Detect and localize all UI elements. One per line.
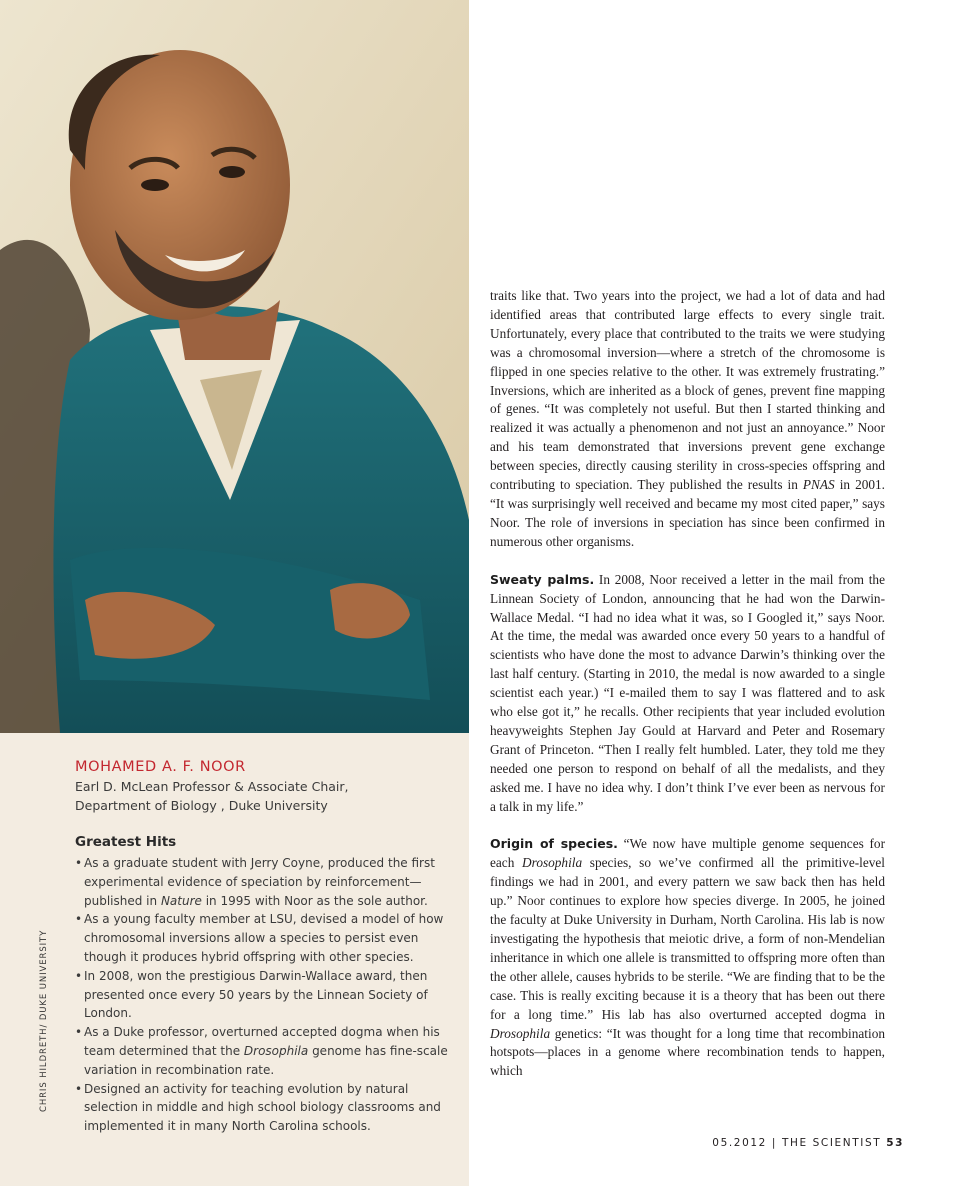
greatest-hits-list — [75, 854, 455, 1136]
portrait-photo — [0, 0, 469, 733]
page-number: 53 — [886, 1137, 904, 1149]
article-paragraph: traits like that. Two years into the project, we had a lot of data and had identified areas that contributed large effects to every single trait. Unfortunately, every place that contributed to the traits we were studying was a chromosomal inversion—where a stretch of the chromosome is flipped in one species relative to the other. It was extremely frustrating.” Inversions, which are inherited as a block of genes, prevent fine mapping of genes. “It was completely not useful. But then I started thinking and realized it was actually a phenomenon and not just an annoyance.” Noor and his team demonstrated that inversions prevent gene exchange between species, directly causing sterility in cross-species offspring and contributing to speciation. They published the results in PNAS in 2001. “It was surprisingly well received and became my most cited paper,” says Noor. The role of inversions in speciation has since been confirmed in numerous other organisms. — [490, 288, 885, 549]
subhead-sweaty-palms: Sweaty palms. — [490, 571, 595, 587]
subhead-origin-of-species: Origin of species. — [490, 836, 618, 852]
profile-title: Earl D. McLean Professor & Associate Chair, — [75, 779, 349, 794]
paragraph-text: “We now have multiple genome sequences for each Drosophila species, so we’ve confirmed all the primitive-level findings we had in 2001, and every pattern we saw back then has held up.” Noor continues to explore how species diverge. In 2005, he joined the faculty at Duke University in Durham, North Carolina. His lab is now investigating the hypothesis that meiotic drive, a form of non-Mendelian inheritance in which one allele is transmitted to offspring more often than the other allele, causes hybrids to be sterile. “We are finding that to be the case. This is really exciting because it is a theory that has been out there for a long time.” His lab has also overturned accepted dogma in Drosophila genetics: “It was thought for a long time that recombination hotspots—places in a genome where recombination tends to happen, which — [490, 836, 885, 1079]
page-footer — [712, 1137, 904, 1149]
greatest-hits-panel — [75, 757, 455, 1136]
profile-department: Department of Biology , Duke University — [75, 798, 328, 813]
greatest-hit-item: • In 2008, won the prestigious Darwin-Wallace award, then presented once every 50 years by the Linnean Society of London. — [75, 968, 428, 1021]
greatest-hit-item: • As a Duke professor, overturned accepted dogma when his team determined that the Drosophila genome has fine-scale variation in recombination rate. — [75, 1025, 448, 1077]
greatest-hit-item: • As a young faculty member at LSU, devised a model of how chromosomal inversions allow a species to persist even though it produces hybrid offspring with other species. — [75, 912, 444, 964]
paragraph-text: In 2008, Noor received a letter in the mail from the Linnean Society of London, announcing that he had won the Darwin-Wallace Medal. “I had no idea what it was, so I Googled it,” says Noor. At the time, the medal was awarded once every 50 years to a handful of scientists who have done the most to advance Darwin’s thinking over the last half century. (Starting in 2010, the medal is now awarded to a single scientist each year.) “I e-mailed them to say I was flattered and to ask who else got it,” he recalls. Other recipients that year included evolution heavyweights Stephen Jay Gould at Harvard and Peter and Rosemary Grant of Princeton. “Then I really felt humbled. Later, they told me they needed one person to respond on behalf of all the medalists, and they asked me. I have no idea why. I don’t think I’ve ever been as nervous for a talk in my life.” — [490, 571, 885, 814]
issue-date: 05.2012 — [712, 1137, 767, 1149]
footer-separator: | — [771, 1137, 778, 1149]
magazine-name: THE SCIENTIST — [781, 1137, 882, 1149]
greatest-hits-heading: Greatest Hits — [75, 834, 177, 850]
photo-credit: CHRIS HILDRETH/ DUKE UNIVERSITY — [39, 929, 49, 1112]
article-body — [490, 287, 885, 1081]
article-paragraph — [490, 571, 885, 817]
greatest-hit-item: • As a graduate student with Jerry Coyne, produced the first experimental evidence of speciation by reinforcement— published in Nature in 1995 with Noor as the sole author. — [75, 856, 435, 908]
article-paragraph — [490, 835, 885, 1081]
profile-sidebar — [0, 0, 469, 1186]
profile-name: MOHAMED A. F. NOOR — [75, 759, 246, 775]
greatest-hit-item: • Designed an activity for teaching evolution by natural selection in middle and high school biology classrooms and implemented it in many North Carolina schools. — [75, 1081, 441, 1134]
